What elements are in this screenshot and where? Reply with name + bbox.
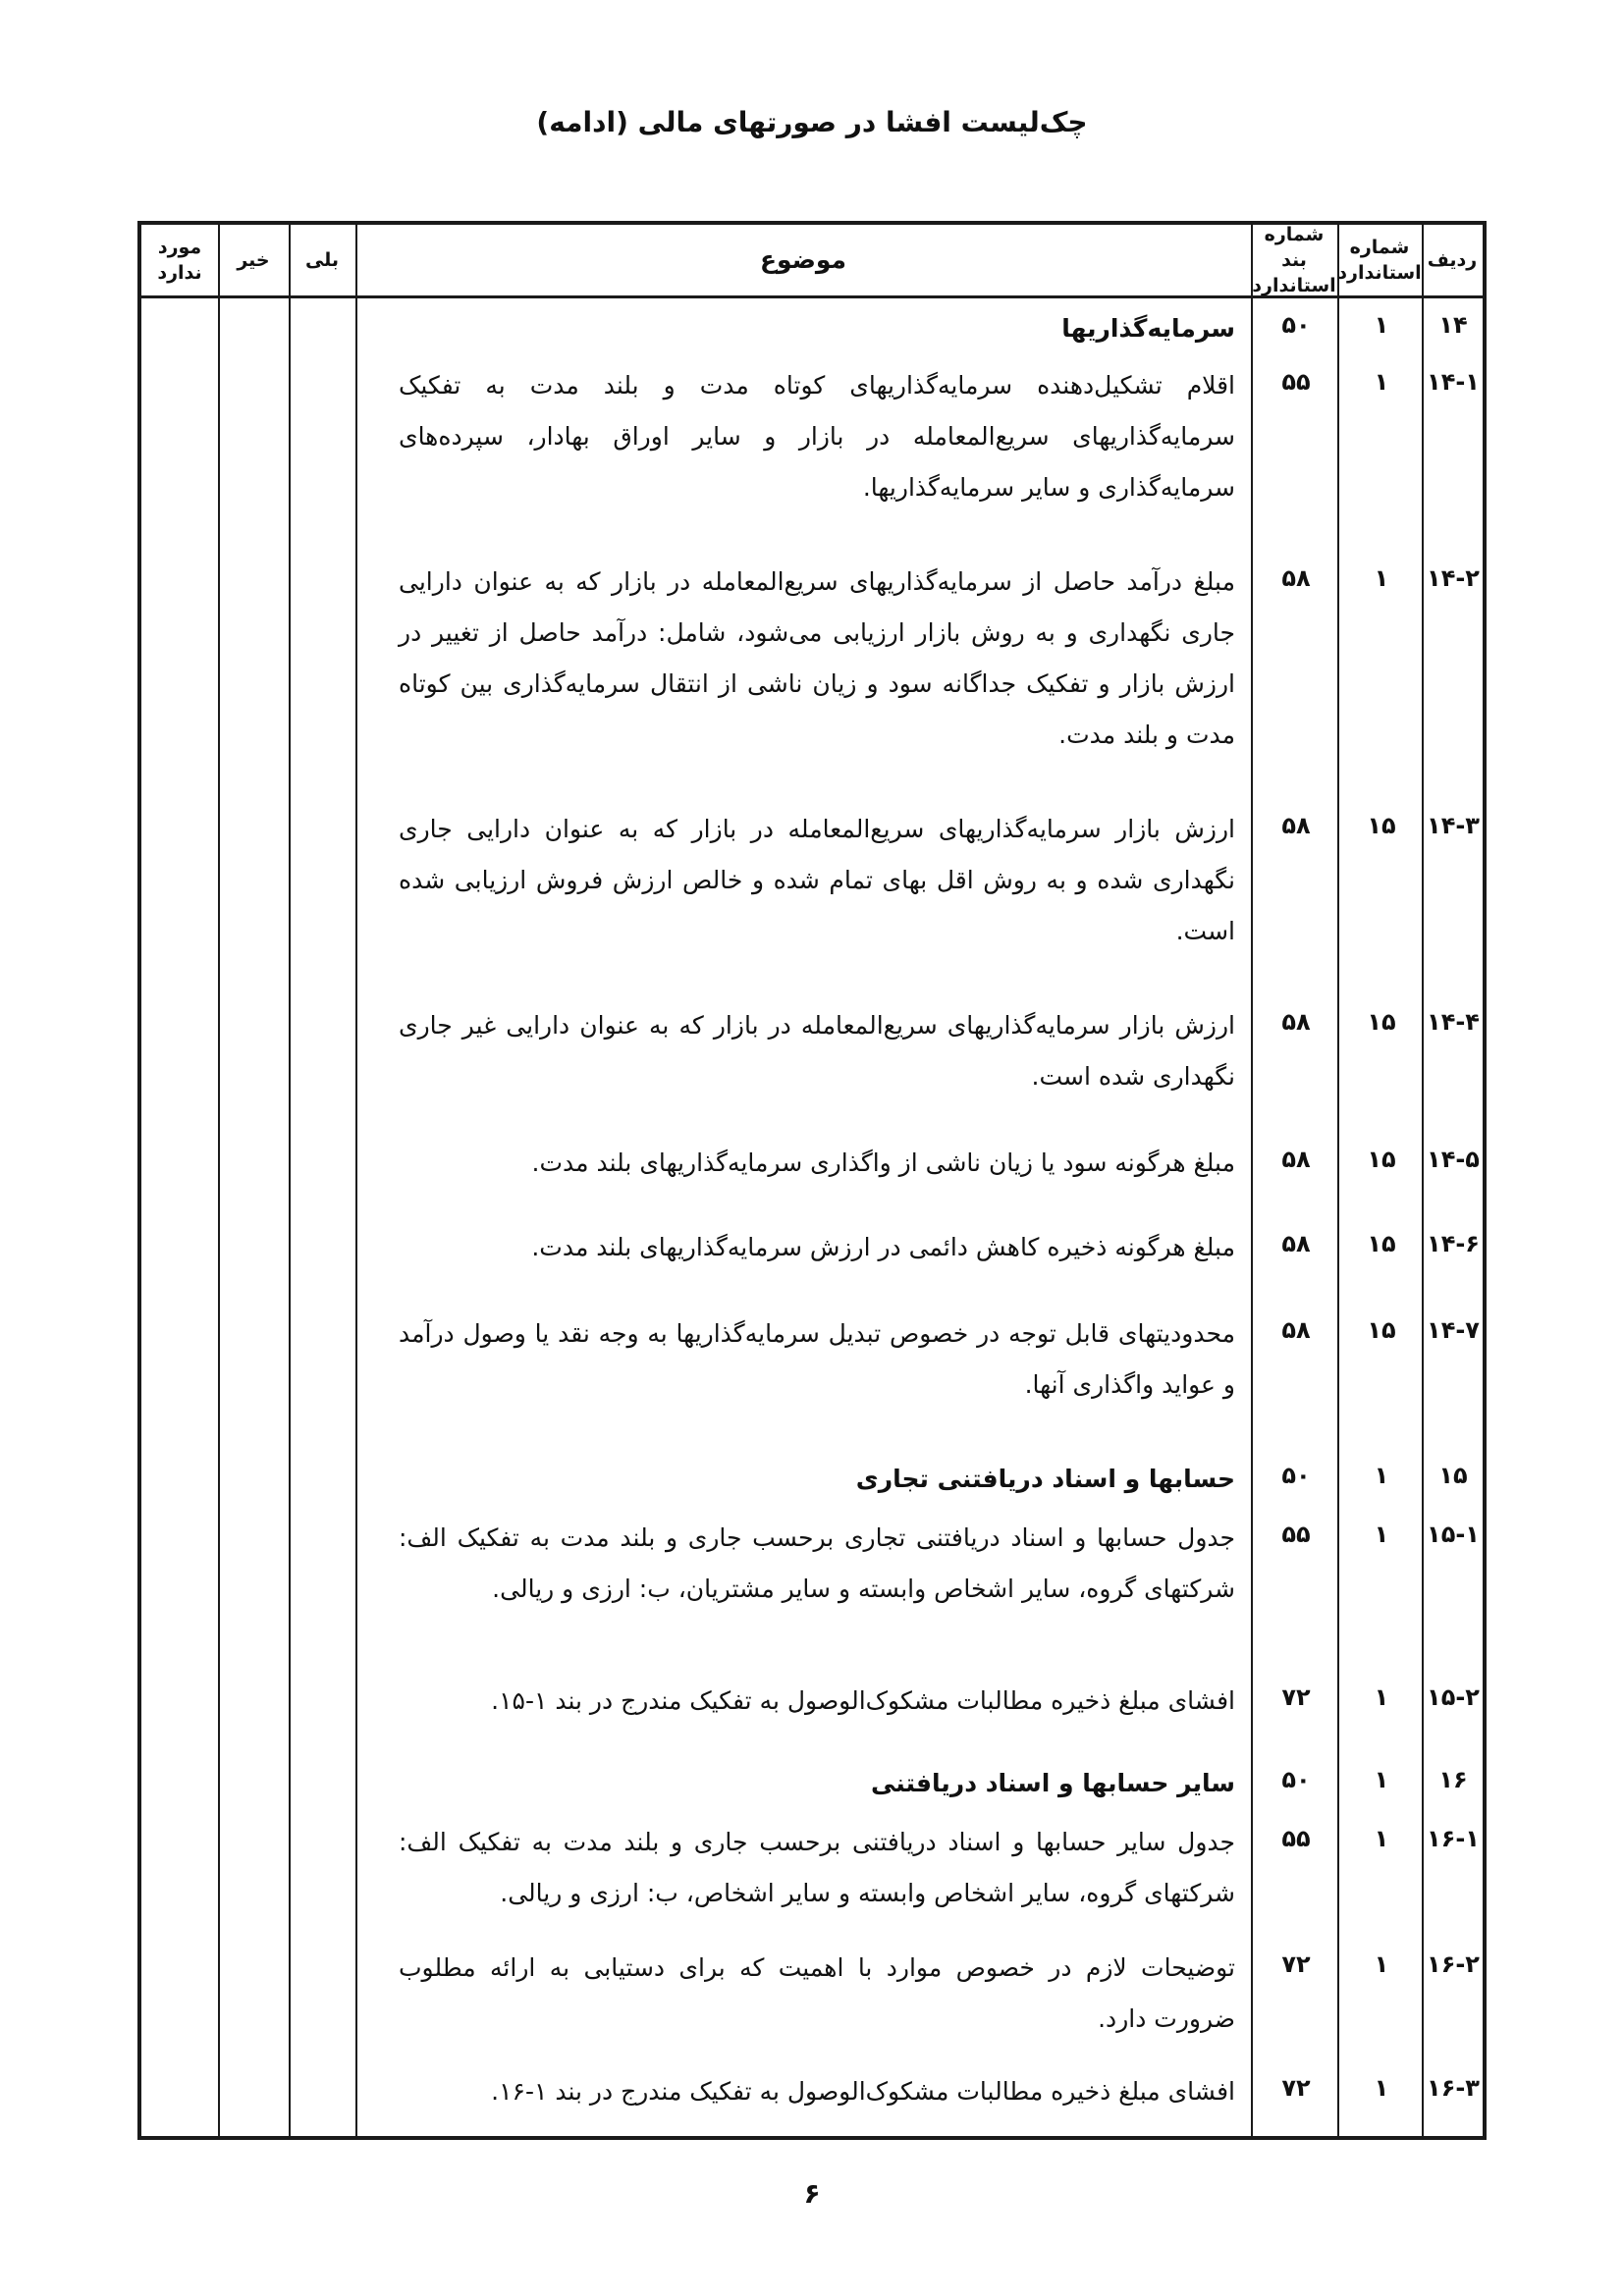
row-number: ۱۶-۳ xyxy=(1427,2074,1480,2102)
page-title: چک‌لیست افشا در صورتهای مالی (ادامه) xyxy=(536,106,1088,138)
standard-number: ۱ xyxy=(1374,368,1389,396)
topic-text: جدول حسابها و اسناد دریافتنی تجاری برحسب جاری و بلند مدت به تفکیک الف: شرکتهای گروه، سایر اشخاص وابسته و سایر مشتریان، ب: ارزی و ریالی. xyxy=(399,1523,1235,1603)
checklist-table xyxy=(137,221,1487,2140)
band-number: ۵۰ xyxy=(1281,1766,1311,1793)
section-heading: سایر حسابها و اسناد دریافتنی xyxy=(870,1769,1235,1797)
row-number: ۱۶ xyxy=(1438,1766,1468,1793)
row-number: ۱۵-۲ xyxy=(1427,1683,1480,1711)
band-number: ۵۸ xyxy=(1281,1230,1311,1257)
band-number: ۵۵ xyxy=(1281,1521,1311,1548)
standard-number: ۱ xyxy=(1374,1462,1389,1489)
band-number: ۷۲ xyxy=(1281,1950,1311,1978)
topic-text: افشای مبلغ ذخیره مطالبات مشکوک‌الوصول به تفکیک مندرج در بند ۱-۱۶. xyxy=(491,2077,1235,2106)
row-number: ۱۶-۲ xyxy=(1427,1950,1480,1978)
row-number: ۱۴-۵ xyxy=(1427,1146,1480,1173)
row-number: ۱۵-۱ xyxy=(1427,1521,1480,1548)
topic-text: توضیحات لازم در خصوص موارد با اهمیت که برای دستیابی به ارائه مطلوب ضرورت دارد. xyxy=(399,1953,1235,2033)
row-number: ۱۵ xyxy=(1438,1462,1468,1489)
header-row-number: ردیف xyxy=(1427,249,1478,271)
section-heading: سرمایه‌گذاریها xyxy=(1061,314,1235,343)
band-number: ۵۰ xyxy=(1281,1462,1311,1489)
standard-number: ۱ xyxy=(1374,1825,1389,1852)
band-number: ۵۸ xyxy=(1281,1316,1311,1344)
band-number: ۵۵ xyxy=(1281,1825,1311,1852)
row-number: ۱۴ xyxy=(1438,311,1468,339)
section-heading: حسابها و اسناد دریافتنی تجاری xyxy=(855,1465,1235,1493)
topic-text: جدول سایر حسابها و اسناد دریافتنی برحسب جاری و بلند مدت به تفکیک الف: شرکتهای گروه، سایر اشخاص وابسته و سایر اشخاص، ب: ارزی و ریالی. xyxy=(399,1828,1235,1907)
header-yes: بلی xyxy=(304,249,340,271)
col-divider xyxy=(289,225,291,2136)
band-number: ۵۸ xyxy=(1281,1008,1311,1036)
standard-number: ۱۵ xyxy=(1367,1146,1396,1173)
topic-text: مبلغ هرگونه ذخیره کاهش دائمی در ارزش سرمایه‌گذاریهای بلند مدت. xyxy=(531,1233,1235,1261)
band-number: ۵۵ xyxy=(1281,368,1311,396)
standard-number: ۱۵ xyxy=(1367,1316,1396,1344)
topic-text: محدودیتهای قابل توجه در خصوص تبدیل سرمایه‌گذاریها به وجه نقد یا وصول درآمد و عواید واگذاری آنها. xyxy=(399,1319,1235,1399)
standard-number: ۱ xyxy=(1374,1683,1389,1711)
band-number: ۷۲ xyxy=(1281,1683,1311,1711)
page-number: ۶ xyxy=(803,2177,821,2210)
col-divider xyxy=(355,225,357,2136)
standard-number: ۱ xyxy=(1374,1521,1389,1548)
topic-text: مبلغ هرگونه سود یا زیان ناشی از واگذاری سرمایه‌گذاریهای بلند مدت. xyxy=(531,1148,1235,1177)
standard-number: ۱۵ xyxy=(1367,812,1396,839)
topic-text: مبلغ درآمد حاصل از سرمایه‌گذاریهای سریع‌المعامله در بازار که به عنوان دارایی جاری نگهداری و به روش بازار ارزیابی می‌شود، شامل: درآمد حاصل از تغییر در ارزش بازار و تفکیک جداگانه سود و زیان ناشی از انتقال سرمایه‌گذاری بین کوتاه مدت و بلند مدت. xyxy=(399,567,1235,749)
topic-text: ارزش بازار سرمایه‌گذاریهای سریع‌المعامله در بازار که به عنوان دارایی غیر جاری نگهداری شده است. xyxy=(399,1011,1235,1091)
row-number: ۱۴-۱ xyxy=(1427,368,1480,396)
header-not-applicable: مورد ندارد xyxy=(157,237,202,284)
row-number: ۱۶-۱ xyxy=(1427,1825,1480,1852)
band-number: ۷۲ xyxy=(1281,2074,1311,2102)
topic-text: ارزش بازار سرمایه‌گذاریهای سریع‌المعامله در بازار که به عنوان دارایی جاری نگهداری شده و به روش اقل بهای تمام شده و خالص ارزش فروش ارزیابی شده است. xyxy=(399,815,1235,945)
standard-number: ۱ xyxy=(1374,1950,1389,1978)
col-divider xyxy=(218,225,220,2136)
row-number: ۱۴-۶ xyxy=(1427,1230,1480,1257)
topic-text: افشای مبلغ ذخیره مطالبات مشکوک‌الوصول به تفکیک مندرج در بند ۱-۱۵. xyxy=(491,1686,1235,1715)
row-number: ۱۴-۳ xyxy=(1427,812,1480,839)
row-number: ۱۴-۲ xyxy=(1427,564,1480,592)
band-number: ۵۸ xyxy=(1281,1146,1311,1173)
header-standard-number: شماره استاندارد xyxy=(1337,237,1422,284)
row-number: ۱۴-۷ xyxy=(1427,1316,1480,1344)
standard-number: ۱۵ xyxy=(1367,1008,1396,1036)
band-number: ۵۸ xyxy=(1281,812,1311,839)
standard-number: ۱ xyxy=(1374,564,1389,592)
standard-number: ۱ xyxy=(1374,1766,1389,1793)
standard-number: ۱ xyxy=(1374,2074,1389,2102)
standard-number: ۱ xyxy=(1374,311,1389,339)
header-no: خیر xyxy=(237,249,270,271)
band-number: ۵۰ xyxy=(1281,311,1311,339)
topic-text: اقلام تشکیل‌دهنده سرمایه‌گذاریهای کوتاه مدت و بلند مدت به تفکیک سرمایه‌گذاریهای سریع‌المعامله در بازار و سایر اوراق بهادار، سپرده‌های سرمایه‌گذاری و سایر سرمایه‌گذاریها. xyxy=(399,371,1235,502)
header-topic: موضوع xyxy=(759,245,847,274)
header-band-number: شماره بند استاندارد xyxy=(1252,224,1336,296)
standard-number: ۱۵ xyxy=(1367,1230,1396,1257)
row-number: ۱۴-۴ xyxy=(1427,1008,1480,1036)
band-number: ۵۸ xyxy=(1281,564,1311,592)
